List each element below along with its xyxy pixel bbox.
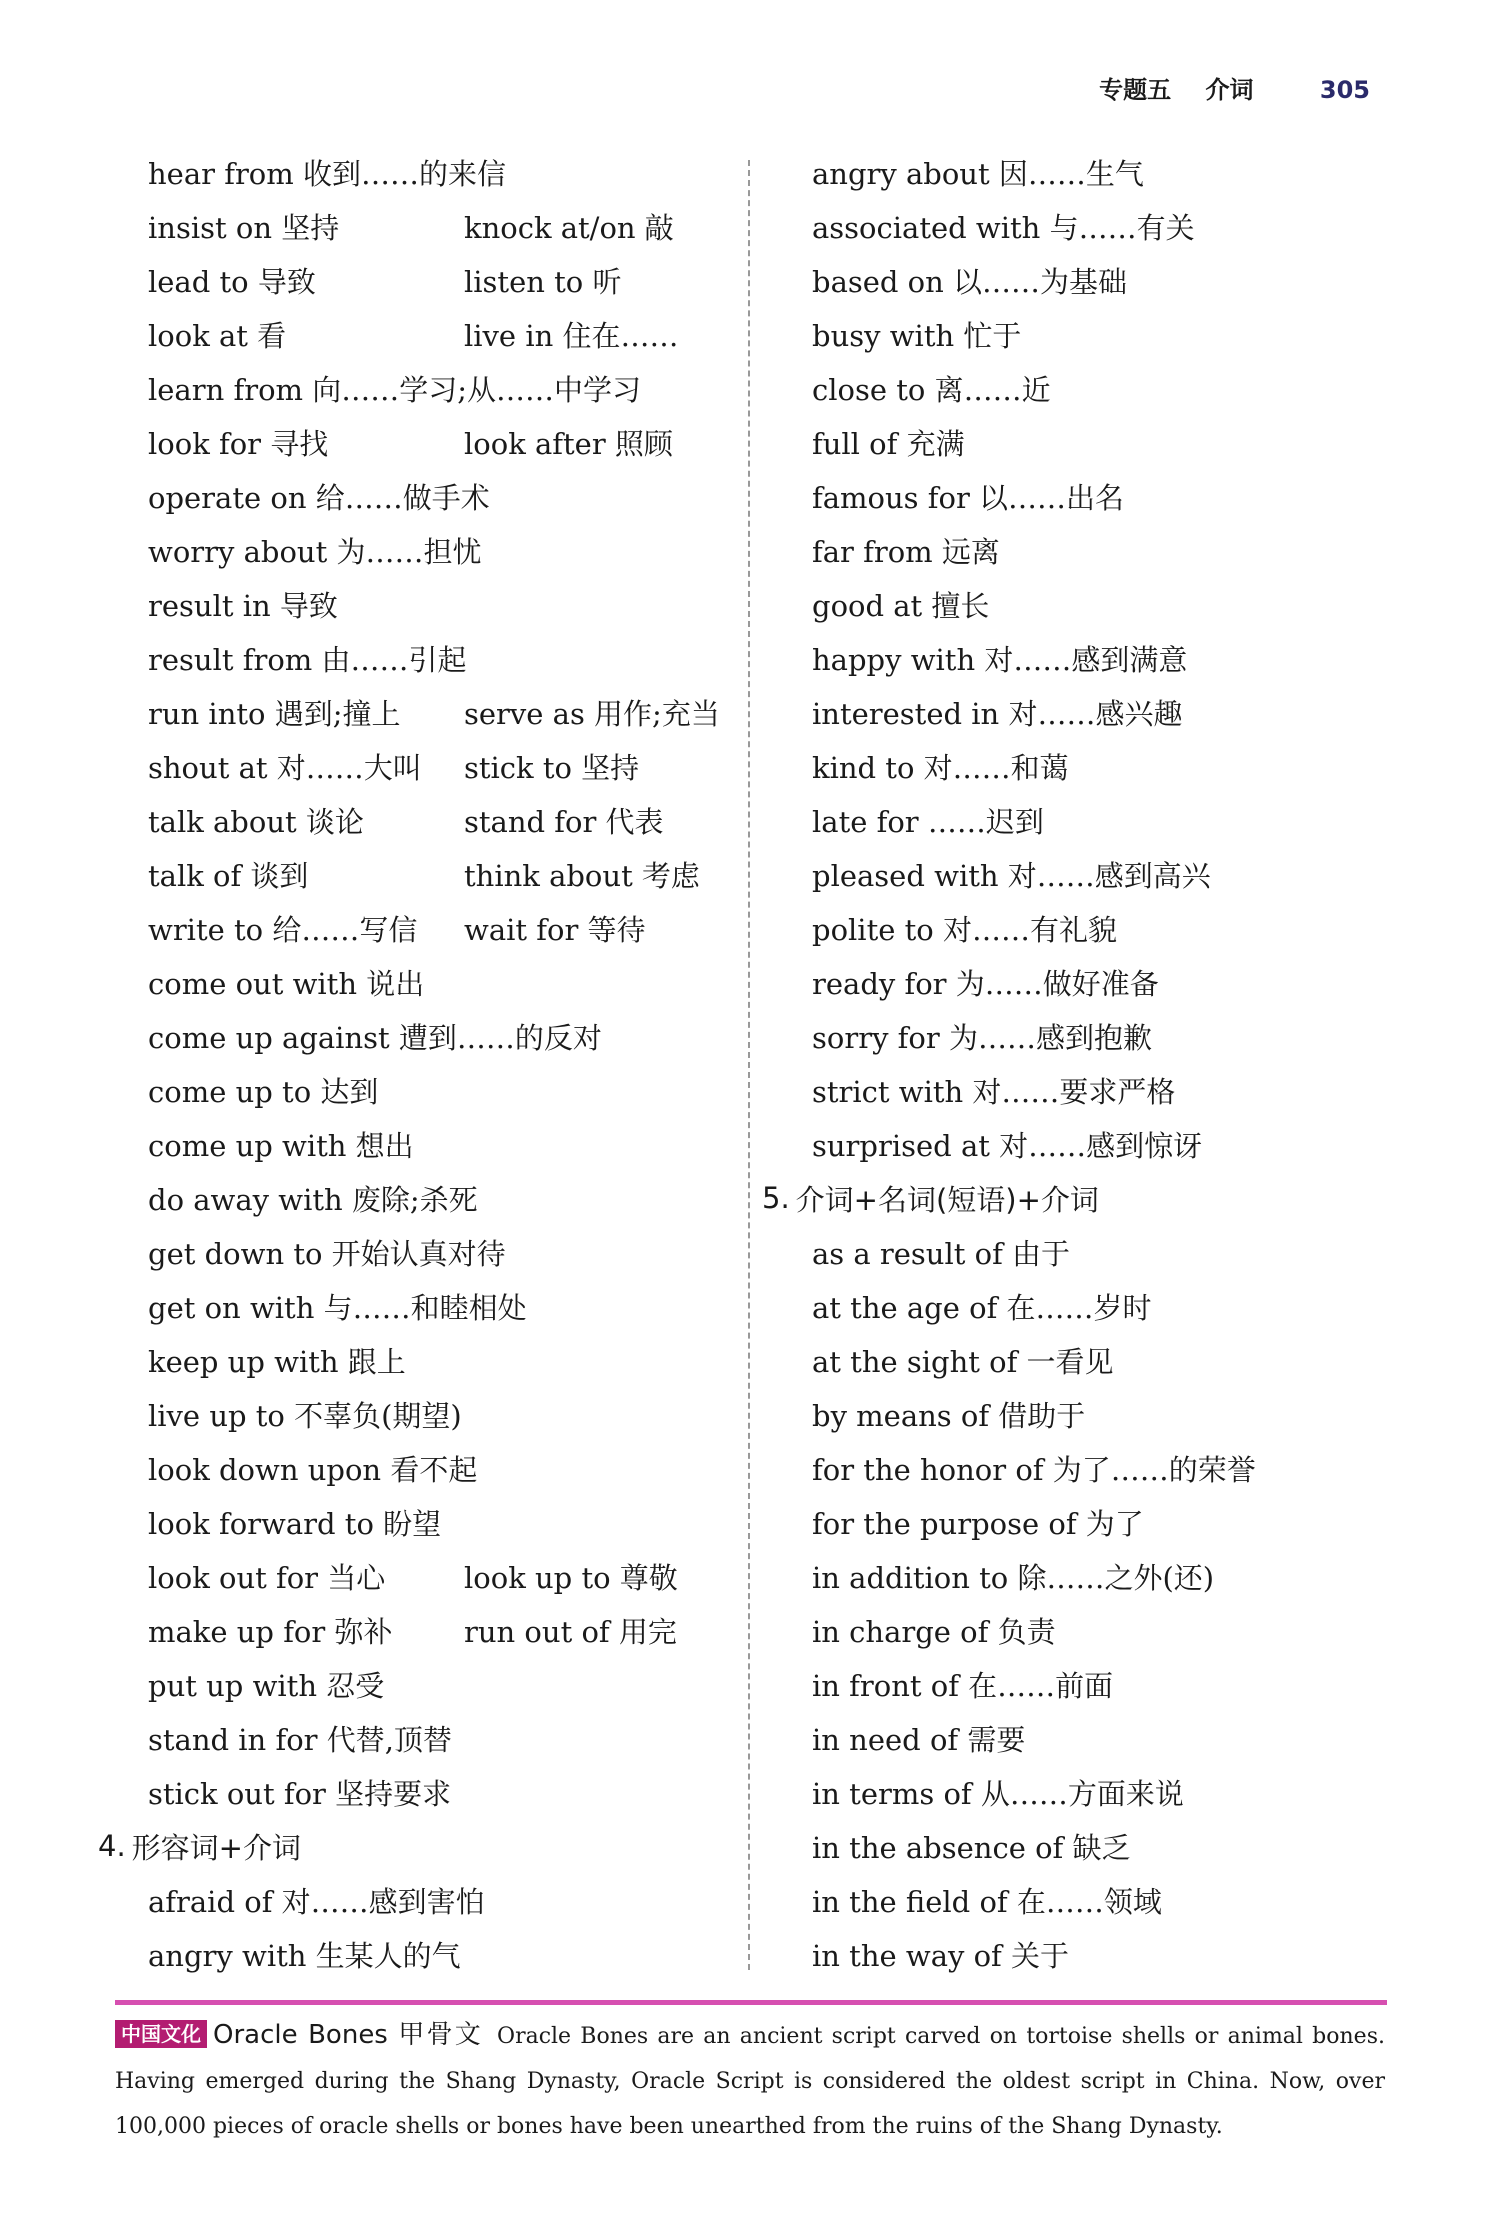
phrase-entry: insist on 坚持 — [148, 210, 340, 245]
phrase-entry: look forward to 盼望 — [148, 1506, 442, 1541]
phrase-row — [812, 847, 1392, 901]
right-column — [762, 145, 1392, 1981]
phrase-entry: ready for 为……做好准备 — [812, 966, 1159, 1001]
phrase-row — [812, 1657, 1392, 1711]
section-number: 4. — [98, 1829, 126, 1863]
phrase-row — [812, 1117, 1392, 1171]
phrase-row — [148, 523, 728, 577]
phrase-row — [148, 1441, 728, 1495]
phrase-entry: for the purpose of 为了 — [812, 1506, 1144, 1541]
phrase-entry: good at 擅长 — [812, 588, 990, 623]
phrase-row — [148, 361, 728, 415]
phrase-row — [812, 1927, 1392, 1981]
phrase-row — [812, 469, 1392, 523]
phrase-entry: come up with 想出 — [148, 1128, 414, 1163]
phrase-entry: busy with 忙于 — [812, 318, 1022, 353]
phrase-row — [148, 1603, 728, 1657]
phrase-entry: look out for 当心 — [148, 1560, 386, 1595]
phrase-entry: in addition to 除……之外(还) — [812, 1560, 1215, 1595]
chapter-label: 专题五 — [1099, 76, 1172, 104]
phrase-row — [148, 1009, 728, 1063]
phrase-row — [812, 1441, 1392, 1495]
phrase-entry: get on with 与……和睦相处 — [148, 1290, 527, 1325]
phrase-entry: kind to 对……和蔼 — [812, 750, 1069, 785]
phrase-row — [812, 1495, 1392, 1549]
phrase-entry: close to 离……近 — [812, 372, 1051, 407]
phrase-entry: strict with 对……要求严格 — [812, 1074, 1176, 1109]
phrase-entry: at the sight of 一看见 — [812, 1344, 1114, 1379]
phrase-entry: stick out for 坚持要求 — [148, 1776, 452, 1811]
phrase-row — [812, 1279, 1392, 1333]
phrase-entry: based on 以……为基础 — [812, 264, 1128, 299]
phrase-entry: stick to 坚持 — [464, 750, 640, 785]
section-title: 形容词+介词 — [131, 1830, 301, 1865]
phrase-entry: look for 寻找 — [148, 426, 329, 461]
phrase-entry: in charge of 负责 — [812, 1614, 1056, 1649]
phrase-entry: lead to 导致 — [148, 264, 316, 299]
phrase-row — [148, 199, 728, 253]
phrase-entry: live in 住在…… — [464, 318, 679, 353]
phrase-row — [812, 955, 1392, 1009]
phrase-entry: run out of 用完 — [464, 1614, 677, 1649]
phrase-entry: put up with 忍受 — [148, 1668, 385, 1703]
culture-title: Oracle Bones 甲骨文 — [213, 2020, 484, 2050]
phrase-row — [148, 1711, 728, 1765]
phrase-row — [148, 469, 728, 523]
phrase-entry: hear from 收到……的来信 — [148, 156, 506, 191]
phrase-row — [812, 1549, 1392, 1603]
phrase-entry: associated with 与……有关 — [812, 210, 1195, 245]
phrase-entry: learn from 向……学习;从……中学习 — [148, 372, 642, 407]
phrase-entry: afraid of 对……感到害怕 — [148, 1884, 485, 1919]
phrase-row — [148, 901, 728, 955]
phrase-row — [148, 1063, 728, 1117]
phrase-row — [812, 577, 1392, 631]
phrase-entry: look after 照顾 — [464, 426, 673, 461]
phrase-row — [148, 1657, 728, 1711]
phrase-row — [812, 199, 1392, 253]
phrase-entry: look up to 尊敬 — [464, 1560, 678, 1595]
phrase-entry: listen to 听 — [464, 264, 622, 299]
left-column — [98, 145, 728, 1981]
phrase-entry: come up against 遭到……的反对 — [148, 1020, 602, 1055]
phrase-row — [812, 793, 1392, 847]
phrase-entry: in the way of 关于 — [812, 1938, 1070, 1973]
phrase-entry: in the absence of 缺乏 — [812, 1830, 1131, 1865]
phrase-entry: write to 给……写信 — [148, 912, 418, 947]
phrase-entry: look at 看 — [148, 318, 287, 353]
phrase-entry: late for ……迟到 — [812, 804, 1044, 839]
phrase-entry: talk about 谈论 — [148, 804, 364, 839]
phrase-row — [812, 1819, 1392, 1873]
phrase-row — [148, 1765, 728, 1819]
phrase-row — [148, 1171, 728, 1225]
phrase-row — [812, 1009, 1392, 1063]
phrase-entry: come up to 达到 — [148, 1074, 379, 1109]
phrase-row — [812, 145, 1392, 199]
phrase-row — [148, 685, 728, 739]
section-title: 介词+名词(短语)+介词 — [795, 1182, 1099, 1217]
phrase-row — [148, 253, 728, 307]
phrase-entry: run into 遇到;撞上 — [148, 696, 401, 731]
phrase-entry: at the age of 在……岁时 — [812, 1290, 1152, 1325]
phrase-row — [812, 739, 1392, 793]
phrase-entry: for the honor of 为了……的荣誉 — [812, 1452, 1256, 1487]
phrase-row — [148, 1927, 728, 1981]
phrase-entry: stand in for 代替,顶替 — [148, 1722, 452, 1757]
phrase-row — [812, 1873, 1392, 1927]
phrase-entry: do away with 废除;杀死 — [148, 1182, 478, 1217]
phrase-entry: polite to 对……有礼貌 — [812, 912, 1117, 947]
phrase-row — [812, 685, 1392, 739]
phrase-entry: make up for 弥补 — [148, 1614, 393, 1649]
phrase-row — [812, 1225, 1392, 1279]
phrase-entry: interested in 对……感兴趣 — [812, 696, 1183, 731]
phrase-row — [812, 361, 1392, 415]
phrase-row — [148, 415, 728, 469]
phrase-entry: operate on 给……做手术 — [148, 480, 490, 515]
culture-note — [115, 2000, 1385, 2149]
phrase-entry: happy with 对……感到满意 — [812, 642, 1188, 677]
phrase-row — [812, 631, 1392, 685]
phrase-row — [148, 1495, 728, 1549]
phrase-entry: in the field of 在……领域 — [812, 1884, 1162, 1919]
phrase-entry: keep up with 跟上 — [148, 1344, 406, 1379]
phrase-row — [148, 1387, 728, 1441]
phrase-row — [812, 1711, 1392, 1765]
phrase-entry: get down to 开始认真对待 — [148, 1236, 506, 1271]
phrase-entry: think about 考虑 — [464, 858, 700, 893]
phrase-row — [148, 307, 728, 361]
phrase-row — [812, 1603, 1392, 1657]
phrase-entry: live up to 不辜负(期望) — [148, 1398, 462, 1433]
phrase-row — [812, 1333, 1392, 1387]
page-number: 305 — [1319, 76, 1370, 104]
phrase-entry: surprised at 对……感到惊讶 — [812, 1128, 1203, 1163]
footer-rule — [115, 2000, 1387, 2005]
phrase-entry: pleased with 对……感到高兴 — [812, 858, 1211, 893]
phrase-entry: serve as 用作;充当 — [464, 696, 720, 731]
phrase-row — [148, 577, 728, 631]
section5-heading — [762, 1171, 1342, 1225]
phrase-entry: result in 导致 — [148, 588, 338, 623]
phrase-entry: angry about 因……生气 — [812, 156, 1144, 191]
section-label: 介词 — [1205, 76, 1254, 104]
phrase-entry: result from 由……引起 — [148, 642, 467, 677]
phrase-row — [148, 955, 728, 1009]
phrase-entry: shout at 对……大叫 — [148, 750, 422, 785]
phrase-row — [148, 739, 728, 793]
culture-badge: 中国文化 — [115, 2020, 207, 2048]
phrase-row — [148, 145, 728, 199]
phrase-row — [148, 1873, 728, 1927]
section4-heading — [98, 1819, 678, 1873]
phrase-entry: in terms of 从……方面来说 — [812, 1776, 1184, 1811]
phrase-entry: come out with 说出 — [148, 966, 425, 1001]
phrase-entry: as a result of 由于 — [812, 1236, 1071, 1271]
phrase-row — [812, 253, 1392, 307]
phrase-entry: look down upon 看不起 — [148, 1452, 478, 1487]
page-header — [1099, 70, 1370, 105]
phrase-entry: in front of 在……前面 — [812, 1668, 1114, 1703]
phrase-row — [812, 1765, 1392, 1819]
phrase-row — [148, 793, 728, 847]
phrase-row — [812, 1387, 1392, 1441]
phrase-row — [148, 1333, 728, 1387]
phrase-row — [812, 523, 1392, 577]
phrase-entry: stand for 代表 — [464, 804, 664, 839]
phrase-row — [148, 847, 728, 901]
phrase-row — [148, 1225, 728, 1279]
section-number: 5. — [762, 1181, 790, 1215]
phrase-row — [812, 307, 1392, 361]
phrase-row — [812, 1063, 1392, 1117]
phrase-entry: sorry for 为……感到抱歉 — [812, 1020, 1152, 1055]
phrase-entry: worry about 为……担忧 — [148, 534, 482, 569]
phrase-row — [148, 1117, 728, 1171]
phrase-row — [148, 1279, 728, 1333]
phrase-entry: far from 远离 — [812, 534, 1000, 569]
phrase-row — [812, 415, 1392, 469]
phrase-row — [148, 1549, 728, 1603]
phrase-entry: knock at/on 敲 — [464, 210, 674, 245]
phrase-entry: talk of 谈到 — [148, 858, 309, 893]
phrase-entry: in need of 需要 — [812, 1722, 1026, 1757]
phrase-row — [812, 901, 1392, 955]
phrase-row — [148, 631, 728, 685]
phrase-entry: famous for 以……出名 — [812, 480, 1125, 515]
phrase-entry: by means of 借助于 — [812, 1398, 1086, 1433]
culture-text: Oracle Bones are an ancient script carved on tortoise shells or animal bones. Having emerged during the Shang Dynasty, Oracle Script is considered the oldest script in China. Now, over 100,000 pieces of oracle shells or bones have been unearthed from the ruins of the Shang Dynasty. — [115, 2024, 1385, 2139]
phrase-entry: wait for 等待 — [464, 912, 646, 947]
phrase-entry: angry with 生某人的气 — [148, 1938, 461, 1973]
phrase-entry: full of 充满 — [812, 426, 965, 461]
column-divider — [748, 160, 750, 1970]
